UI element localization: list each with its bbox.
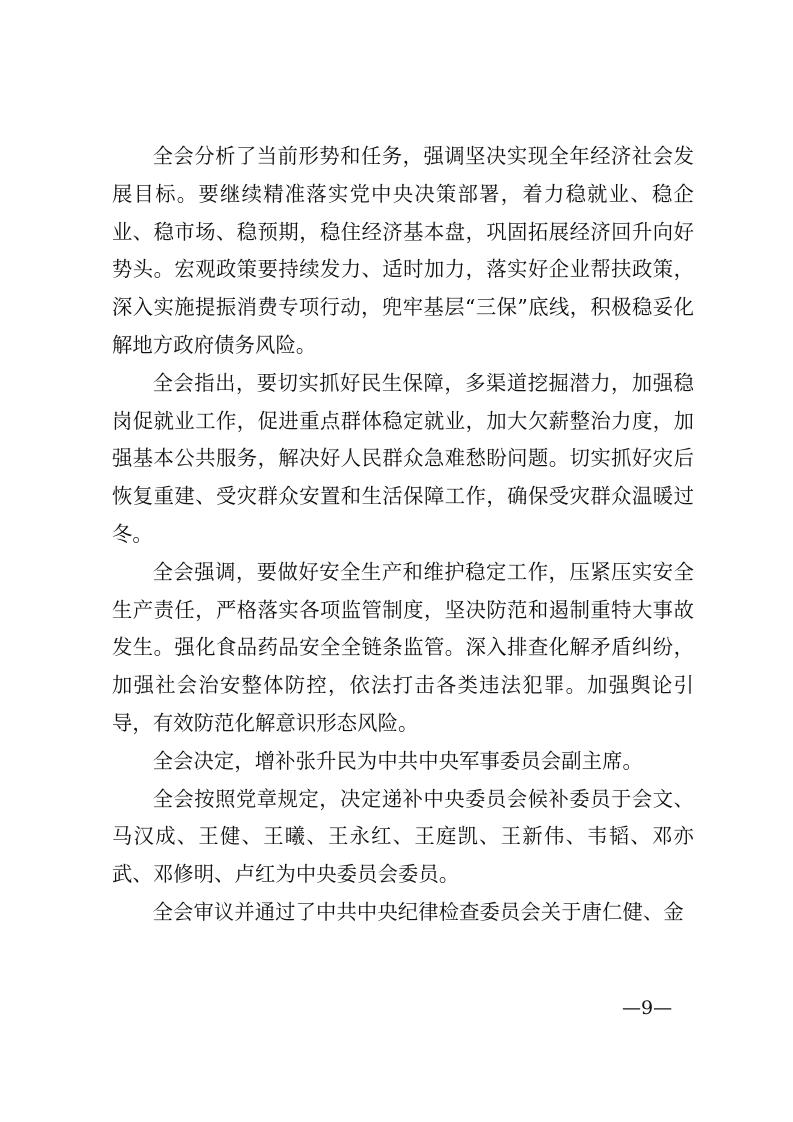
paragraph-committee-members: 全会按照党章规定，决定递补中央委员会候补委员于会文、马汉成、王健、王曦、王永红、王庭凯、王新伟、韦韬、邓亦武、邓修明、卢红为中央委员会委员。 <box>112 786 694 887</box>
paragraph-livelihood: 全会指出，要切实抓好民生保障，多渠道挖掘潜力，加强稳岗促就业工作，促进重点群体稳定就业，加大欠薪整治力度，加强基本公共服务，解决好人民群众急难愁盼问题。切实抓好灾后恢复重建、受灾群众安置和生活保障工作，确保受灾群众温暖过冬。 <box>112 370 694 546</box>
paragraph-economic-goals: 全会分析了当前形势和任务，强调坚决实现全年经济社会发展目标。要继续精准落实党中央决策部署，着力稳就业、稳企业、稳市场、稳预期，稳住经济基本盘，巩固拓展经济回升向好势头。宏观政策要持续发力、适时加力，落实好企业帮扶政策，深入实施提振消费专项行动，兜牢基层“三保”底线，积极稳妥化解地方政府债务风险。 <box>112 144 694 357</box>
body-text <box>112 138 694 932</box>
page-number: —9— <box>622 997 673 1019</box>
paragraph-military-commission: 全会决定，增补张升民为中共中央军事委员会副主席。 <box>152 748 643 773</box>
paragraph-discipline-review: 全会审议并通过了中共中央纪律检查委员会关于唐仁健、金 <box>152 899 684 924</box>
paragraph-safety-stability: 全会强调，要做好安全生产和维护稳定工作，压紧压实安全生产责任，严格落实各项监管制度，坚决防范和遏制重特大事故发生。强化食品药品安全全链条监管。深入排查化解矛盾纠纷，加强社会治安整体防控，依法打击各类违法犯罪。加强舆论引导，有效防范化解意识形态风险。 <box>112 559 694 735</box>
